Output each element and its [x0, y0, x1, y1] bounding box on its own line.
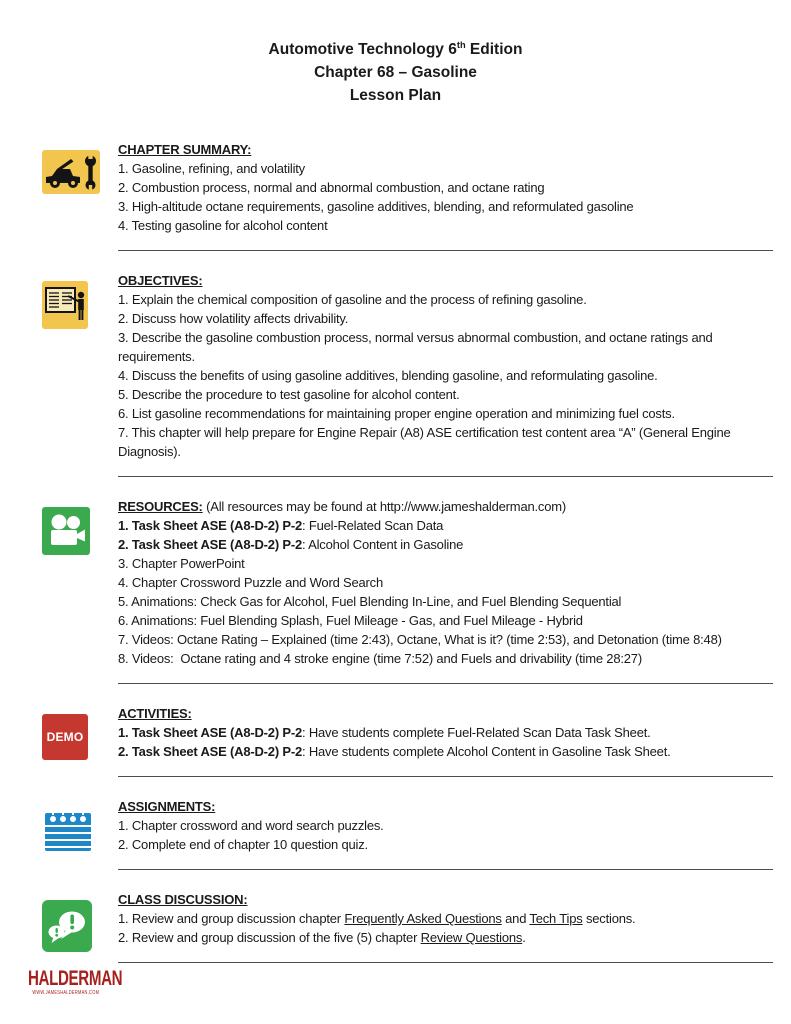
list-item: 2. Task Sheet ASE (A8-D-2) P-2: Alcohol Content in Gasoline	[118, 537, 464, 553]
list-item: 5. Animations: Check Gas for Alcohol, Fuel Blending In-Line, and Fuel Blending Sequential	[118, 594, 622, 610]
list-item: 7. Videos: Octane Rating – Explained (time 2:43), Octane, What is it? (time 2:53), and Detonation (time 8:48)	[118, 632, 722, 648]
superscript-th: th	[456, 40, 466, 50]
section-heading: RESOURCES: (All resources may be found at http://www.jameshalderman.com)	[118, 499, 566, 515]
resources-note: (All resources may be found at http://www.jameshalderman.com)	[202, 499, 566, 515]
document-title	[0, 0, 791, 107]
list-item: 3. Chapter PowerPoint	[118, 556, 245, 572]
list-item: 4. Testing gasoline for alcohol content	[118, 218, 328, 234]
halderman-logo-tagline: WWW.JAMESHALDERMAN.COM	[32, 990, 100, 996]
list-item: 8. Videos: Octane rating and 4 stroke engine (time 7:52) and Fuels and drivability (time 28:27)	[118, 651, 642, 667]
discussion-bubbles-icon	[42, 900, 92, 952]
section-separator	[118, 869, 773, 870]
list-item: 6. List gasoline recommendations for maintaining proper engine operation and minimizing fuel costs.	[118, 406, 675, 422]
sections	[0, 140, 791, 963]
list-item: 1. Gasoline, refining, and volatility	[118, 161, 305, 177]
list-item: 3. High-altitude octane requirements, gasoline additives, blending, and reformulated gasoline	[118, 199, 634, 215]
list-item: 1. Explain the chemical composition of gasoline and the process of refining gasoline.	[118, 292, 587, 308]
notepad-icon	[42, 807, 94, 857]
list-item: 4. Chapter Crossword Puzzle and Word Search	[118, 575, 384, 591]
halderman-logo	[28, 968, 122, 996]
title-line-chapter: Chapter 68 – Gasoline	[314, 64, 477, 82]
title-line-lesson-plan: Lesson Plan	[349, 87, 442, 105]
list-item: 5. Describe the procedure to test gasoline for alcohol content.	[118, 387, 460, 403]
list-item: 2. Review and group discussion of the five (5) chapter Review Questions.	[118, 930, 526, 946]
review-questions-reference: Review Questions	[420, 930, 523, 946]
section-class-discussion	[0, 890, 791, 963]
section-heading: CHAPTER SUMMARY:	[118, 142, 252, 158]
teacher-board-icon	[42, 281, 88, 329]
section-chapter-summary	[0, 140, 791, 251]
title-line-edition: Automotive Technology 6th Edition	[268, 40, 523, 59]
tech-tips-reference: Tech Tips	[529, 911, 583, 927]
section-separator	[118, 476, 773, 477]
list-item: 2. Combustion process, normal and abnormal combustion, and octane rating	[118, 180, 545, 196]
list-item: 2. Discuss how volatility affects drivability.	[118, 311, 349, 327]
list-item: 7. This chapter will help prepare for Engine Repair (A8) ASE certification test content area “A” (General Engine Diagnosis).	[118, 425, 734, 460]
list-item: 4. Discuss the benefits of using gasoline additives, blending gasoline, and reformulating gasoline.	[118, 368, 658, 384]
section-separator	[118, 776, 773, 777]
list-item: 1. Task Sheet ASE (A8-D-2) P-2: Have students complete Fuel-Related Scan Data Task Sheet.	[118, 725, 651, 741]
car-repair-icon	[42, 150, 100, 194]
section-separator	[118, 250, 773, 251]
section-heading: CLASS DISCUSSION:	[118, 892, 248, 908]
section-separator	[118, 962, 773, 963]
halderman-logo-text: HALDERMAN	[28, 967, 123, 990]
faq-reference: Frequently Asked Questions	[344, 911, 502, 927]
list-item: 1. Review and group discussion chapter Frequently Asked Questions and Tech Tips sections.	[118, 911, 636, 927]
section-assignments	[0, 797, 791, 870]
demo-icon: DEMO	[42, 714, 88, 760]
section-resources	[0, 497, 791, 684]
section-separator	[118, 683, 773, 684]
list-item: 3. Describe the gasoline combustion process, normal versus abnormal combustion, and octane ratings and requirements.	[118, 330, 716, 365]
list-item: 2. Task Sheet ASE (A8-D-2) P-2: Have students complete Alcohol Content in Gasoline Task Sheet.	[118, 744, 671, 760]
video-camera-icon	[42, 507, 90, 555]
list-item: 1. Task Sheet ASE (A8-D-2) P-2: Fuel-Related Scan Data	[118, 518, 444, 534]
list-item: 6. Animations: Fuel Blending Splash, Fuel Mileage - Gas, and Fuel Mileage - Hybrid	[118, 613, 583, 629]
section-activities	[0, 704, 791, 777]
section-heading: OBJECTIVES:	[118, 273, 203, 289]
list-item: 2. Complete end of chapter 10 question quiz.	[118, 837, 368, 853]
section-heading: ACTIVITIES:	[118, 706, 192, 722]
list-item: 1. Chapter crossword and word search puzzles.	[118, 818, 384, 834]
section-heading: ASSIGNMENTS:	[118, 799, 216, 815]
section-objectives	[0, 271, 791, 477]
